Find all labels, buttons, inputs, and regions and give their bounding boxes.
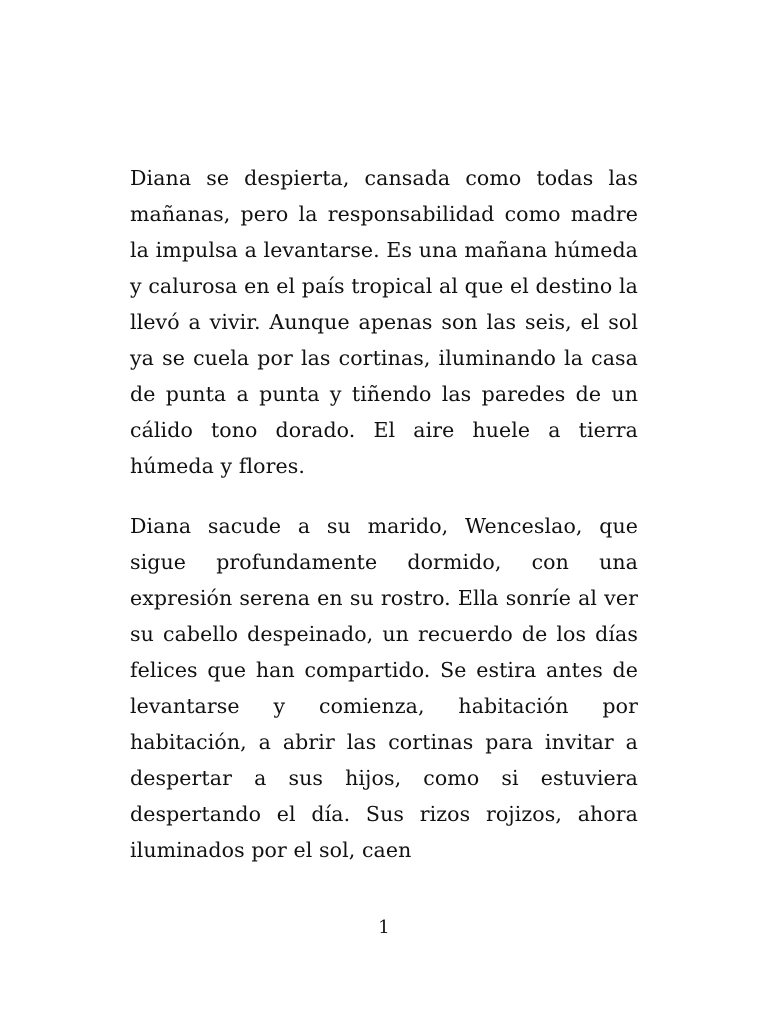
- body-text: [130, 160, 638, 868]
- paragraph-2: Diana sacude a su marido, Wenceslao, que sigue profundamente dormido, con una expresión serena en su rostro. Ella sonríe al ver su cabello despeinado, un recuerdo de los días felices que han compartido. Se estira antes de levantarse y comienza, habitación por habitación, a abrir las cortinas para invitar a despertar a sus hijos, como si estuviera despertando el día. Sus rizos rojizos, ahora iluminados por el sol, caen: [130, 514, 638, 862]
- page-number: 1: [378, 917, 390, 938]
- paragraph-1: Diana se despierta, cansada como todas las mañanas, pero la responsabilidad como madre la impulsa a levantarse. Es una mañana húmeda y calurosa en el país tropical al que el destino la llevó a vivir. Aunque apenas son las seis, el sol ya se cuela por las cortinas, iluminando la casa de punta a punta y tiñendo las paredes de un cálido tono dorado. El aire huele a tierra húmeda y flores.: [130, 166, 638, 478]
